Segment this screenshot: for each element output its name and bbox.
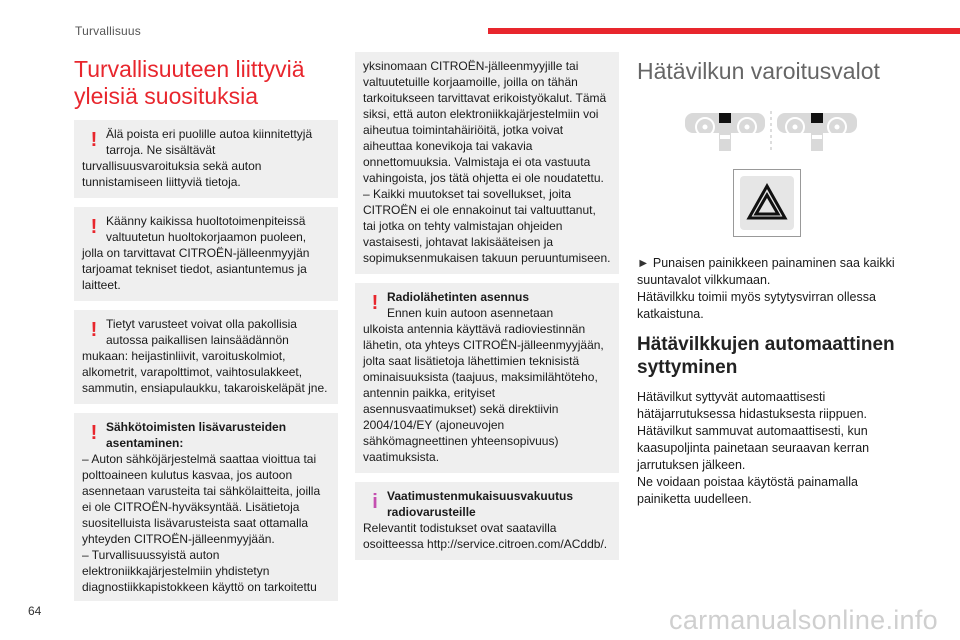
info-icon: i — [372, 491, 378, 513]
dashboard-right-icon — [777, 111, 857, 151]
section-label: Turvallisuus — [75, 24, 141, 38]
warning-icon: ! — [90, 216, 98, 238]
section-heading: Turvallisuuteen liittyviä yleisiä suosituksia — [74, 56, 305, 109]
column-1 — [74, 52, 338, 610]
hazard-button-illustration — [733, 169, 801, 237]
column-2 — [355, 52, 619, 569]
divider-icon — [769, 111, 773, 151]
subheading: Hätävilkkujen automaattinen syttyminen — [637, 334, 895, 378]
warning-box — [74, 413, 338, 601]
dashboard-left-icon — [685, 111, 765, 151]
warning-text: mukaan: heijastinliivit, varoituskolmiot, alkometrit, varapolttimot, vaihtosulakkeet, sammutin, ensiapulaukku, takaroiskeläpät jne. — [82, 349, 328, 395]
warning-text-lead: Ennen kuin autoon asennetaan — [387, 306, 554, 320]
warning-text-lead: Käänny kaikissa huoltotoimenpiteissä valtuutetun huoltokorjaamon puoleen, — [106, 214, 307, 244]
warning-text: – Auton sähköjärjestelmä saattaa vioittua tai polttoaineen kulutus kasvaa, jos autoon asennetaan varusteita tai sähkölaitteita, joilla ei ole CITROËN-hyväksyntää. Lisätietoja suositelluista lisävarusteista saat ottamalla yhteyden CITROËN-jälleenmyyjään. – Turvallisuussyistä auton elektroniikkajärjestelmiin yhdistetyn diagnostiikkapistokkeen käyttö on tarkoitettu — [82, 452, 321, 594]
info-box — [355, 482, 619, 560]
warning-text-lead: Tietyt varusteet voivat olla pakollisia autossa paikallisen lainsäädännön — [106, 317, 297, 347]
warning-text-lead: Älä poista eri puolille autoa kiinnitettyjä tarroja. Ne sisältävät — [106, 127, 313, 157]
warning-text: jolla on tarvittavat CITROËN-jälleenmyyjän tarjoamat tekniset tiedot, asiantuntemus ja laitteet. — [82, 246, 310, 292]
dashboard-location-illustration — [637, 111, 907, 151]
warning-icon: ! — [90, 422, 98, 444]
auto-hazard-description: Hätävilkut syttyvät automaattisesti hätäjarrutuksessa hidastuksesta riippuen. Hätävilkut sammuvat automaattisesti, kun kaasupoljinta painetaan seuraavan kerran jarrutuksen jälkeen. Ne voidaan poistaa käytöstä painamalla painiketta uudelleen. — [637, 390, 870, 506]
warning-text: turvallisuusvaroituksia sekä auton tunnistamiseen liittyviä tietoja. — [82, 159, 262, 189]
warning-box-continued — [355, 52, 619, 274]
warning-box — [74, 207, 338, 301]
hazard-description: ► Punaisen painikkeen painaminen saa kaikki suuntavalot vilkkumaan. Hätävilkku toimii myös sytytysvirran ollessa katkaistuna. — [637, 256, 895, 321]
page-number: 64 — [28, 604, 42, 618]
warning-title: Radiolähetinten asennus — [387, 290, 530, 304]
section-heading: Hätävilkun varoitusvalot — [637, 58, 880, 84]
warning-icon: ! — [90, 319, 98, 341]
section-color-bar — [488, 28, 960, 34]
warning-icon: ! — [90, 129, 98, 151]
info-title: Vaatimustenmukaisuusvakuutus radiovarusteille — [387, 489, 574, 519]
info-text: Relevantit todistukset ovat saatavilla osoitteessa http://service.citroen.com/ACddb/. — [363, 521, 608, 551]
hazard-warning-icon — [740, 176, 794, 230]
warning-icon: ! — [371, 292, 379, 314]
warning-title: Sähkötoimisten lisävarusteiden asentaminen: — [106, 420, 287, 450]
column-3 — [637, 52, 907, 518]
watermark: carmanualsonline.info — [669, 605, 938, 635]
warning-text: yksinomaan CITROËN-jälleenmyyjille tai valtuutetuille korjaamoille, joilla on tähän tarkoitukseen tarvittavat erikoistyökalut. Tämä siksi, että auton elektroniikkajärjestelmiin voi aiheutua toimintahäiriöitä, jotka voivat aiheuttaa konevikoja tai vakavia onnettomuuksia. Valmistaja ei ota vastuuta vahingoista, jos tätä ohjetta ei ole noudatettu. – Kaikki muutokset tai sovellukset, joita CITROËN ei ole ennakoinut tai valtuuttanut, tai jotka on tehty valmistajan ohjeiden vastaisesti, johtavat lakisääteisen ja sopimuksenmukaisen takuun peruuntumiseen. — [363, 59, 611, 265]
warning-box — [74, 120, 338, 198]
arrow-icon: ► — [637, 256, 653, 270]
warning-text: ulkoista antennia käyttävä radioviestinnän lähetin, ota yhteys CITROËN-jälleenmyyjään, jolta saat lisätietoja lähettimien teknisistä ominaisuuksista (taajuus, maksimilähtöteho, antennin paikka, erityiset asennusvaatimukset) sekä direktiivin 2004/104/EY (ajoneuvojen sähkömagneettinen yhteensopivuus) vaatimuksista. — [363, 322, 604, 464]
warning-box — [355, 283, 619, 473]
warning-box — [74, 310, 338, 404]
